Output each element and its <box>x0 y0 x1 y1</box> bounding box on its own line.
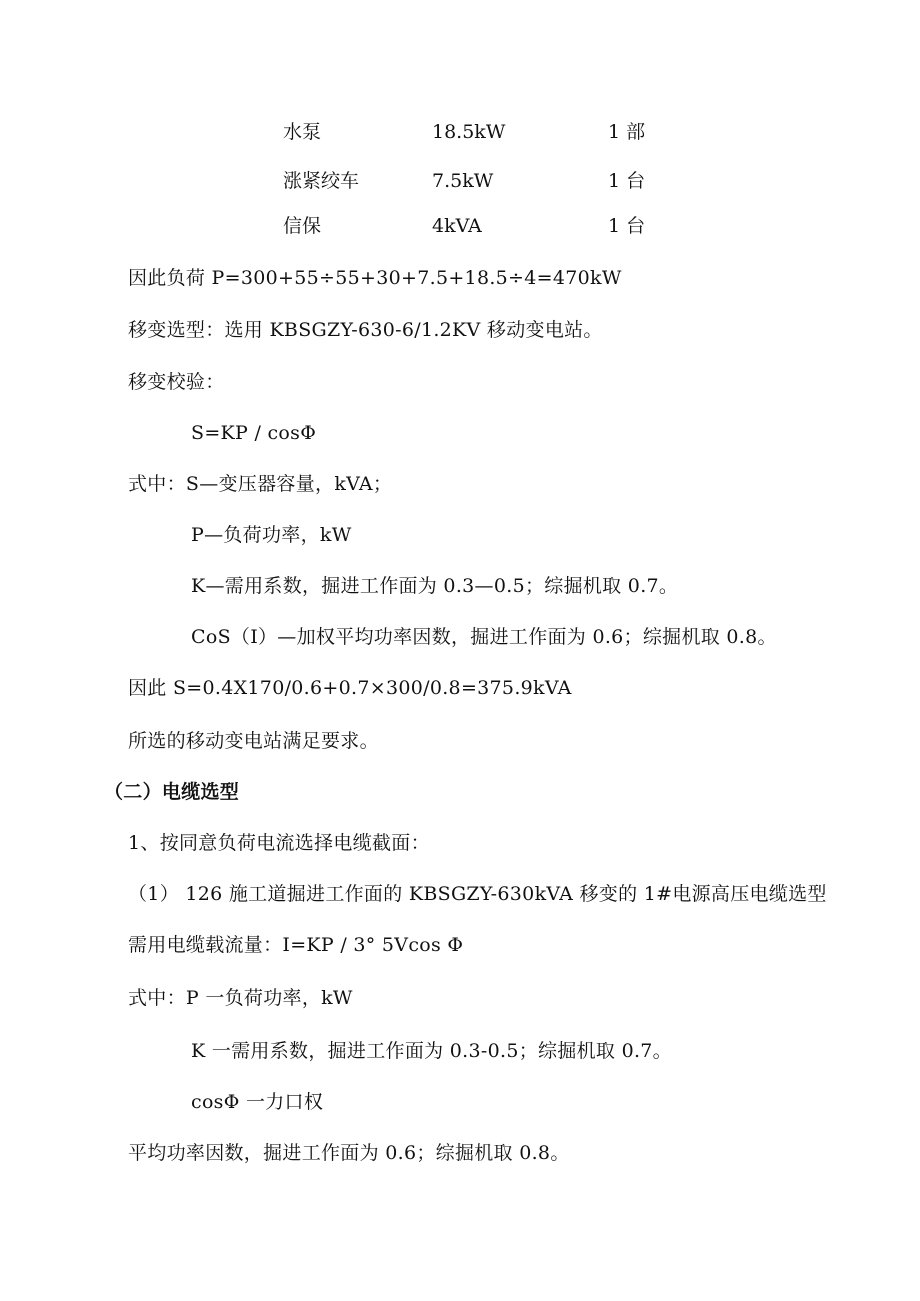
current-formula: 需用电缆载流量：I=KP / 3° 5Vcos Φ <box>128 934 464 956</box>
where-s: 式中：S—变压器容量，kVA； <box>128 473 393 495</box>
equipment-name: 信保 <box>283 215 322 237</box>
item-1: 1、按同意负荷电流选择电缆截面： <box>128 832 430 854</box>
definition-cos2: cosΦ 一力口权 <box>191 1091 324 1113</box>
equipment-qty: 1 台 <box>608 170 646 192</box>
calc-s: 因此 S=0.4X170/0.6+0.7×300/0.8=375.9kVA <box>128 677 572 699</box>
transformer-selection: 移变选型：选用 KBSGZY-630-6/1.2KV 移动变电站。 <box>128 319 603 341</box>
equipment-name: 水泵 <box>283 121 322 143</box>
definition-cos2-continued: 平均功率因数，掘进工作面为 0.6；综掘机取 0.8。 <box>128 1142 570 1164</box>
equipment-qty: 1 部 <box>608 121 646 143</box>
definition-cos: CoS（I）—加权平均功率因数，掘进工作面为 0.6；综掘机取 0.8。 <box>191 626 777 648</box>
section-heading-cable: （二）电缆选型 <box>104 781 240 803</box>
load-total: 因此负荷 P=300+55÷55+30+7.5+18.5÷4=470kW <box>128 267 622 289</box>
definition-p: P—负荷功率，kW <box>191 524 352 546</box>
equipment-qty: 1 台 <box>608 215 646 237</box>
conclusion: 所选的移动变电站满足要求。 <box>128 730 379 752</box>
equipment-power: 7.5kW <box>432 170 494 192</box>
transformer-check: 移变校验： <box>128 371 225 393</box>
item-1-1: （1） 126 施工道掘进工作面的 KBSGZY-630kVA 移变的 1#电源高压电缆选型 <box>128 883 827 905</box>
equipment-power: 18.5kW <box>432 121 506 143</box>
definition-k2: K 一需用系数，掘进工作面为 0.3-0.5；综掘机取 0.7。 <box>191 1040 672 1062</box>
equipment-name: 涨紧绞车 <box>283 170 360 192</box>
equipment-power: 4kVA <box>432 215 482 237</box>
formula-s: S=KP / cosΦ <box>191 422 317 444</box>
where-p: 式中：P 一负荷功率，kW <box>128 987 353 1009</box>
definition-k: K—需用系数，掘进工作面为 0.3—0.5；综掘机取 0.7。 <box>191 575 679 597</box>
